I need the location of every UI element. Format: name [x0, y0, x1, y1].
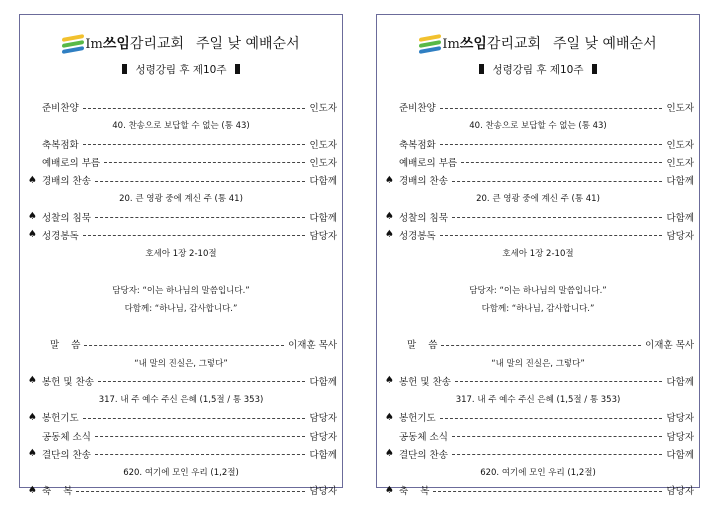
logo-church: 감리교회 [486, 36, 542, 52]
item-label: 봉헌기도 [42, 413, 79, 425]
item-leader: 인도자 [309, 157, 337, 169]
leader-dots [83, 108, 306, 109]
item-label: 성경봉독 [42, 230, 79, 242]
item-label: 말 씀 [407, 340, 438, 352]
detail-line: 40. 찬송으로 보답할 수 없는 (통 43) [469, 121, 607, 132]
item-label: 봉헌기도 [399, 413, 436, 425]
leader-dots [452, 217, 663, 218]
service-item [377, 135, 699, 153]
item-label: 준비찬양 [42, 103, 79, 115]
service-item [20, 226, 342, 244]
spade-bullet-icon: ♠ [28, 211, 37, 223]
item-label: 축복점화 [399, 139, 436, 151]
church-logo [85, 33, 184, 53]
church-logo [442, 33, 541, 53]
subtitle [20, 62, 342, 77]
service-item [20, 408, 342, 426]
leader-dots [452, 181, 663, 182]
logo-im: Im [442, 37, 460, 52]
spade-bullet-icon: ♠ [385, 174, 394, 186]
service-item [377, 481, 699, 499]
leader-dots [452, 436, 663, 437]
leader-dots [441, 345, 641, 346]
sermon-row [20, 335, 342, 353]
detail-line: 317. 내 주 예수 주신 은혜 (1,5절 / 통 353) [98, 395, 264, 406]
service-item [20, 171, 342, 189]
leader-dots [440, 235, 663, 236]
item-label: 봉헌 및 찬송 [399, 376, 451, 388]
leader-dots [440, 144, 663, 145]
leader-dots [83, 144, 306, 145]
item-label: 경배의 찬송 [42, 176, 91, 188]
leader-dots [95, 217, 306, 218]
service-item [377, 427, 699, 445]
spade-bullet-icon: ♠ [385, 211, 394, 223]
service-item [377, 171, 699, 189]
item-leader: 인도자 [666, 139, 694, 151]
item-leader: 다함께 [309, 376, 337, 388]
page-title: 주일 낮 예배순서 [196, 36, 300, 52]
item-leader: 담당자 [666, 486, 694, 498]
wave-logo-icon [419, 34, 441, 52]
item-leader: 담당자 [309, 413, 337, 425]
item-label: 결단의 찬송 [399, 449, 448, 461]
subtitle [377, 62, 699, 77]
leader-dots [104, 162, 305, 163]
item-leader: 다함께 [309, 449, 337, 461]
service-item [20, 445, 342, 463]
spade-bullet-icon: ♠ [28, 411, 37, 423]
service-item [377, 153, 699, 171]
item-label: 결단의 찬송 [42, 449, 91, 461]
logo-ssim: 쓰임 [459, 36, 487, 52]
item-leader: 다함께 [309, 176, 337, 188]
detail-line: 20. 큰 영광 중에 계신 주 (통 41) [476, 194, 600, 205]
spade-bullet-icon: ♠ [28, 484, 37, 496]
spade-bullet-icon: ♠ [28, 229, 37, 241]
spade-bullet-icon: ♠ [385, 484, 394, 496]
item-leader: 다함께 [309, 212, 337, 224]
item-label: 준비찬양 [399, 103, 436, 115]
spade-bullet-icon: ♠ [385, 375, 394, 387]
wave-logo-icon [62, 34, 84, 52]
spade-bullet-icon: ♠ [28, 174, 37, 186]
service-item [377, 408, 699, 426]
spacer [20, 262, 342, 280]
service-item [20, 153, 342, 171]
item-leader: 인도자 [666, 157, 694, 169]
detail-line: 20. 큰 영광 중에 계신 주 (통 41) [119, 194, 243, 205]
item-leader: 다함께 [666, 212, 694, 224]
item-label: 공동체 소식 [42, 431, 91, 443]
detail-line: 317. 내 주 예수 주신 은혜 (1,5절 / 통 353) [455, 395, 621, 406]
logo-church: 감리교회 [129, 36, 185, 52]
detail-line: “내 말의 진실은, 그렇다” [491, 358, 585, 369]
service-item [20, 427, 342, 445]
page-title: 주일 낮 예배순서 [553, 36, 657, 52]
item-label: 예배로의 부름 [42, 157, 101, 169]
leader-dots [433, 491, 662, 492]
subtitle-text: 성령강림 후 제10주 [135, 64, 227, 76]
item-leader: 인도자 [309, 103, 337, 115]
item-leader: 담당자 [309, 486, 337, 498]
item-label: 예배로의 부름 [399, 157, 458, 169]
item-label: 공동체 소식 [399, 431, 448, 443]
logo-ssim: 쓰임 [102, 36, 130, 52]
item-leader: 이재훈 목사 [288, 340, 337, 352]
subtitle-text: 성령강림 후 제10주 [492, 64, 584, 76]
spade-bullet-icon: ♠ [28, 375, 37, 387]
item-leader: 다함께 [666, 449, 694, 461]
detail-line: “내 말의 진실은, 그렇다” [134, 358, 228, 369]
item-leader: 담당자 [666, 230, 694, 242]
leader-dots [461, 162, 662, 163]
black-block-icon [479, 64, 484, 74]
leader-dots [95, 181, 306, 182]
spade-bullet-icon: ♠ [385, 411, 394, 423]
leader-dots [83, 418, 306, 419]
item-label: 성경봉독 [399, 230, 436, 242]
leader-dots [98, 381, 306, 382]
item-leader: 인도자 [666, 103, 694, 115]
item-leader: 담당자 [666, 431, 694, 443]
black-block-icon [122, 64, 127, 74]
spade-bullet-icon: ♠ [28, 448, 37, 460]
item-label: 축 복 [399, 486, 430, 498]
item-label: 성찰의 침묵 [399, 212, 448, 224]
logo-im: Im [85, 37, 103, 52]
leader-dots [440, 108, 663, 109]
service-item [20, 98, 342, 116]
item-label: 말 씀 [50, 340, 81, 352]
item-leader: 담당자 [309, 230, 337, 242]
service-item [377, 445, 699, 463]
item-label: 축복점화 [42, 139, 79, 151]
order-of-service [20, 98, 342, 500]
service-item [20, 135, 342, 153]
service-item [377, 208, 699, 226]
service-item [20, 208, 342, 226]
detail-line: 호세아 1장 2-10절 [502, 249, 574, 260]
spacer [377, 317, 699, 335]
detail-line: 40. 찬송으로 보답할 수 없는 (통 43) [112, 121, 250, 132]
sermon-row [377, 335, 699, 353]
leader-dots [84, 345, 284, 346]
item-leader: 담당자 [309, 431, 337, 443]
item-leader: 이재훈 목사 [645, 340, 694, 352]
detail-line: 620. 여기에 모인 우리 (1,2절) [480, 468, 596, 479]
black-block-icon [592, 64, 597, 74]
bulletin-right [376, 14, 700, 498]
item-leader: 다함께 [666, 176, 694, 188]
service-item [377, 372, 699, 390]
leader-dots [452, 454, 663, 455]
leader-dots [95, 436, 306, 437]
service-item [377, 98, 699, 116]
item-leader: 담당자 [666, 413, 694, 425]
spacer [377, 262, 699, 280]
detail-line: 다함께: “하나님, 감사합니다.” [124, 303, 238, 314]
leader-dots [83, 235, 306, 236]
leader-dots [455, 381, 663, 382]
item-leader: 다함께 [666, 376, 694, 388]
service-item [20, 481, 342, 499]
bulletin-header [377, 31, 699, 55]
item-label: 축 복 [42, 486, 73, 498]
order-of-service [377, 98, 699, 500]
detail-line: 담당자: “이는 하나님의 말씀입니다.” [112, 285, 250, 296]
leader-dots [440, 418, 663, 419]
leader-dots [76, 491, 305, 492]
service-item [20, 372, 342, 390]
item-label: 경배의 찬송 [399, 176, 448, 188]
detail-line: 담당자: “이는 하나님의 말씀입니다.” [469, 285, 607, 296]
item-label: 봉헌 및 찬송 [42, 376, 94, 388]
detail-line: 호세아 1장 2-10절 [145, 249, 217, 260]
spacer [20, 317, 342, 335]
detail-line: 620. 여기에 모인 우리 (1,2절) [123, 468, 239, 479]
bulletin-header [20, 31, 342, 55]
item-label: 성찰의 침묵 [42, 212, 91, 224]
spade-bullet-icon: ♠ [385, 229, 394, 241]
leader-dots [95, 454, 306, 455]
service-item [377, 226, 699, 244]
detail-line: 다함께: “하나님, 감사합니다.” [481, 303, 595, 314]
bulletin-left [19, 14, 343, 498]
item-leader: 인도자 [309, 139, 337, 151]
spade-bullet-icon: ♠ [385, 448, 394, 460]
black-block-icon [235, 64, 240, 74]
